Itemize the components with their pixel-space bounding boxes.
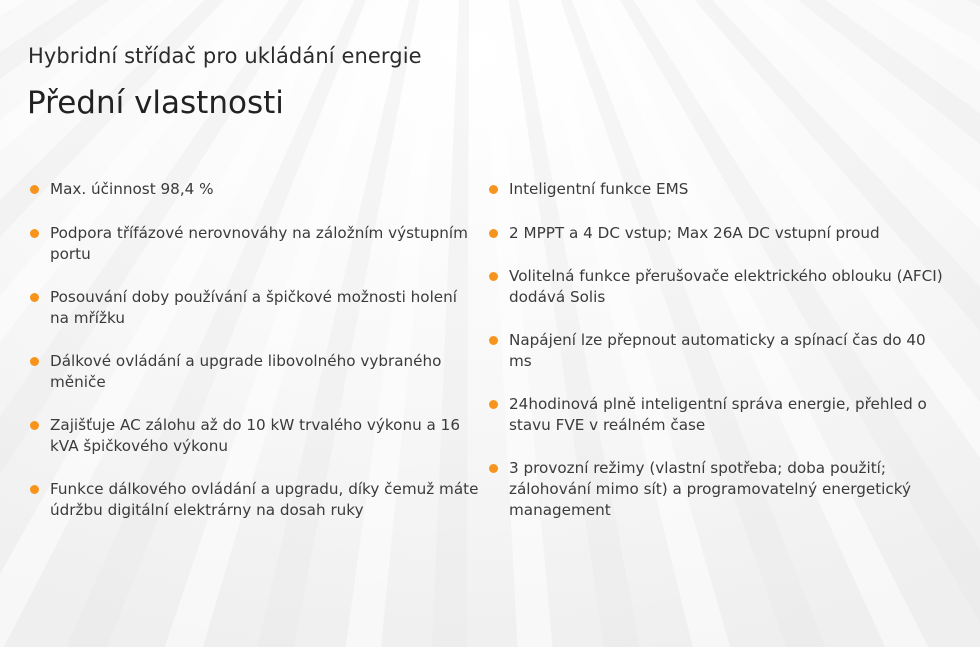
feature-item <box>489 223 944 244</box>
bullet-dot-icon <box>489 400 498 409</box>
feature-item <box>489 458 944 521</box>
feature-item <box>30 287 480 329</box>
bullet-dot-icon <box>489 185 498 194</box>
feature-item <box>489 266 944 308</box>
feature-list-right <box>489 179 944 543</box>
feature-text: Max. účinnost 98,4 % <box>50 180 214 198</box>
section-subtitle: Hybridní střídač pro ukládání energie <box>28 44 422 68</box>
feature-list-left <box>30 179 480 543</box>
bullet-dot-icon <box>30 185 39 194</box>
bullet-dot-icon <box>489 464 498 473</box>
feature-text: Volitelná funkce přerušovače elektrického oblouku (AFCI) dodává Solis <box>509 267 943 306</box>
feature-item <box>30 351 480 393</box>
feature-text: 24hodinová plně inteligentní správa energie, přehled o stavu FVE v reálném čase <box>509 395 927 434</box>
bullet-dot-icon <box>489 272 498 281</box>
bullet-dot-icon <box>30 229 39 238</box>
bullet-dot-icon <box>30 421 39 430</box>
feature-text: Podpora třífázové nerovnováhy na záložním výstupním portu <box>50 224 468 263</box>
feature-text: Dálkové ovládání a upgrade libovolného vybraného měniče <box>50 352 442 391</box>
bullet-dot-icon <box>30 293 39 302</box>
feature-item <box>489 394 944 436</box>
feature-text: Zajišťuje AC zálohu až do 10 kW trvalého výkonu a 16 kVA špičkového výkonu <box>50 416 460 455</box>
feature-text: Posouvání doby používání a špičkové možnosti holení na mřížku <box>50 288 457 327</box>
bullet-dot-icon <box>489 229 498 238</box>
bullet-dot-icon <box>30 357 39 366</box>
feature-item <box>489 179 944 200</box>
section-title: Přední vlastnosti <box>27 85 284 121</box>
feature-text: 2 MPPT a 4 DC vstup; Max 26A DC vstupní proud <box>509 224 880 242</box>
feature-item <box>30 179 480 200</box>
bullet-dot-icon <box>30 485 39 494</box>
feature-text: Napájení lze přepnout automaticky a spínací čas do 40 ms <box>509 331 926 370</box>
feature-text: Funkce dálkového ovládání a upgradu, díky čemuž máte údržbu digitální elektrárny na dosah ruky <box>50 480 479 519</box>
feature-text: 3 provozní režimy (vlastní spotřeba; doba použití; zálohování mimo sít) a programovatelný energetický management <box>509 459 911 519</box>
bullet-dot-icon <box>489 336 498 345</box>
feature-item <box>30 415 480 457</box>
feature-item <box>489 330 944 372</box>
feature-text: Inteligentní funkce EMS <box>509 180 689 198</box>
feature-item <box>30 479 480 521</box>
feature-item <box>30 223 480 265</box>
